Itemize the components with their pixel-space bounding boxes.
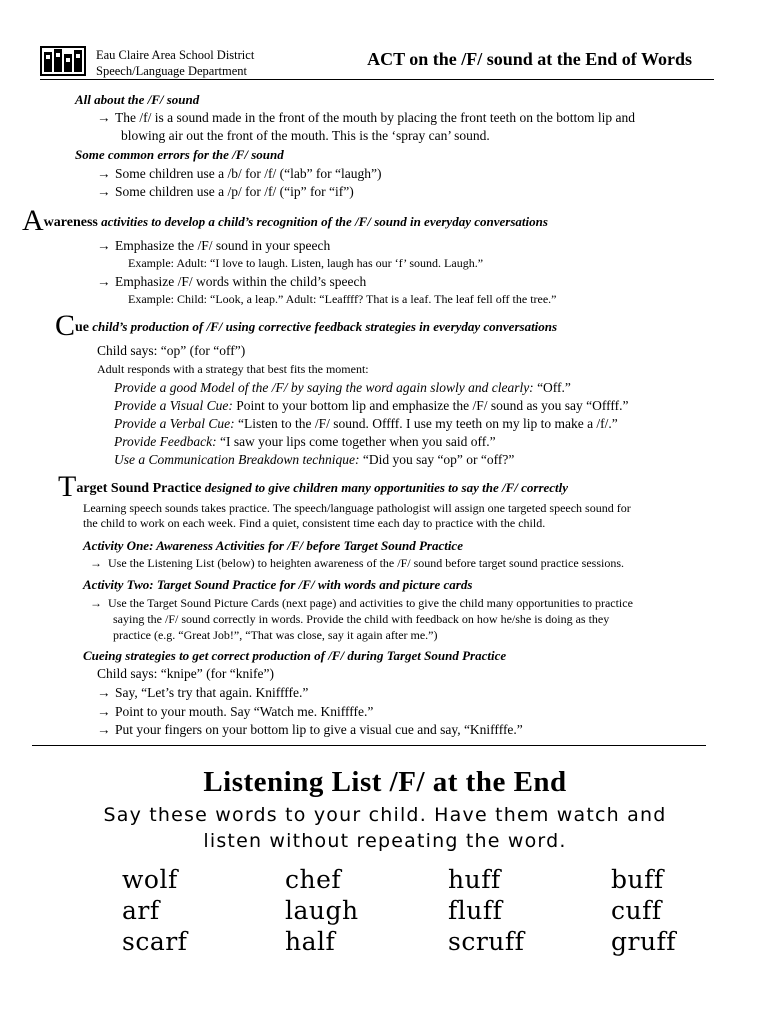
strategy-text: Point to your bottom lip and emphasize the /F/ sound as you say “Offff.” [232,398,629,413]
arrow-icon: → [97,110,111,125]
list-word: gruff [611,927,677,956]
target-intro-2: the child to work on each week. Find a quiet, consistent time each day to practice with the child. [83,516,546,530]
cue-strategy-1 [114,380,571,396]
cueing-item-3 [97,722,523,738]
awareness-heading [22,206,548,236]
awareness-desc: activities to develop a child’s recognition of the /F/ sound in everyday conversations [97,214,548,229]
awareness-letter: A [22,204,44,237]
cue-strategy-2 [114,398,628,414]
cueing-item-1-text: Say, “Let’s try that again. Kniffffe.” [115,685,309,700]
strategy-text: “Did you say “op” or “off?” [359,452,515,467]
cue-adult-responds: Adult responds with a strategy that best fits the moment: [97,362,369,376]
cue-letter: C [55,309,76,342]
awareness-item-2-text: Emphasize /F/ words within the child’s speech [115,274,367,289]
cueing-item-1 [97,685,308,701]
awareness-example-1: Example: Adult: “I love to laugh. Listen, laugh has our ‘f’ sound. Laugh.” [128,256,484,270]
about-line-1 [97,110,635,126]
awareness-word: wareness [43,215,98,230]
document-title: ACT on the /F/ sound at the End of Words [367,49,692,69]
arrow-icon: → [97,722,111,737]
activity-two-line-2: saying the /F/ sound correctly in words. Provide the child with feedback on how he/she is doing as they [113,612,610,626]
awareness-item-1-text: Emphasize the /F/ sound in your speech [115,238,331,253]
arrow-icon: → [90,556,102,570]
page-header [40,44,714,80]
strategy-label: Use a Communication Breakdown technique: [114,452,360,467]
strategy-label: Provide a good Model of the /F/ by saying the word again slowly and clearly: [114,380,534,395]
listening-instruction-2: listen without repeating the word. [203,830,567,852]
awareness-item-1 [97,238,330,254]
list-word: laugh [285,896,359,925]
cue-heading [55,311,557,341]
district-line-1: Eau Claire Area School District [96,48,255,62]
error-item-1 [97,166,382,182]
error-text-1: Some children use a /b/ for /f/ (“lab” for “laugh”) [115,166,382,181]
cueing-child-says: Child says: “knipe” (for “knife”) [97,666,274,681]
cue-word: ue [75,320,90,335]
activity-one-item [90,556,624,570]
cue-desc: child’s production of /F/ using corrective feedback strategies in everyday conversations [89,319,558,334]
district-logo-icon [40,46,86,76]
target-word: arget Sound Practice [76,481,202,496]
list-word: half [285,927,336,956]
list-word: wolf [122,865,178,894]
about-line-2: blowing air out the front of the mouth. This is the ‘spray can’ sound. [121,128,490,143]
list-word: scarf [122,927,188,956]
about-text-1: The /f/ is a sound made in the front of the mouth by placing the front teeth on the bottom lip and [115,110,636,125]
list-word: scruff [448,927,525,956]
arrow-icon: → [97,274,111,289]
strategy-text: “I saw your lips come together when you said off.” [216,434,496,449]
word-list [122,866,722,955]
cueing-item-3-text: Put your fingers on your bottom lip to give a visual cue and say, “Kniffffe.” [115,722,523,737]
about-heading: All about the /F/ sound [75,92,200,107]
list-word: chef [285,865,342,894]
list-word: huff [448,865,501,894]
listening-list-title: Listening List /F/ at the End [203,766,567,798]
strategy-label: Provide a Visual Cue: [114,398,233,413]
target-desc: designed to give children many opportunities to say the /F/ correctly [201,480,569,495]
district-line-2: Speech/Language Department [96,64,247,78]
cueing-item-2 [97,704,373,720]
cueing-item-2-text: Point to your mouth. Say “Watch me. Kniffffe.” [115,704,374,719]
errors-heading: Some common errors for the /F/ sound [75,147,284,162]
district-name [96,47,254,79]
strategy-text: “Off.” [533,380,571,395]
target-letter: T [58,470,77,503]
listening-instruction-1: Say these words to your child. Have them watch and [103,804,667,826]
activity-one-heading: Activity One: Awareness Activities for /F/ before Target Sound Practice [83,538,463,553]
error-item-2 [97,184,354,200]
cue-strategy-5 [114,452,514,468]
strategy-label: Provide a Verbal Cue: [114,416,235,431]
target-intro-1: Learning speech sounds takes practice. The speech/language pathologist will assign one targeted speech sound for [83,501,631,515]
list-word: buff [611,865,664,894]
arrow-icon: → [97,685,111,700]
list-word: fluff [448,896,503,925]
arrow-icon: → [97,704,111,719]
activity-two-line-1 [90,596,633,610]
activity-two-text-1: Use the Target Sound Picture Cards (next page) and activities to give the child many opportunities to practice [108,596,633,610]
awareness-item-2 [97,274,366,290]
cueing-heading: Cueing strategies to get correct production of /F/ during Target Sound Practice [83,648,507,663]
strategy-text: “Listen to the /F/ sound. Offff. I use my teeth on my lip to make a /f/.” [234,416,618,431]
cue-child-says: Child says: “op” (for “off”) [97,343,246,358]
arrow-icon: → [97,184,111,199]
error-text-2: Some children use a /p/ for /f/ (“ip” for “if”) [115,184,354,199]
arrow-icon: → [90,596,102,610]
list-word: cuff [611,896,662,925]
strategy-label: Provide Feedback: [114,434,217,449]
arrow-icon: → [97,166,111,181]
awareness-example-2: Example: Child: “Look, a leap.” Adult: “Leaffff? That is a leaf. The leaf fell off the tree.” [128,292,557,306]
arrow-icon: → [97,238,111,253]
list-word: arf [122,896,160,925]
section-divider [32,745,706,746]
activity-two-line-3: practice (e.g. “Great Job!”, “That was close, say it again after me.”) [113,628,438,642]
cue-strategy-3 [114,416,618,432]
activity-one-text: Use the Listening List (below) to heighten awareness of the /F/ sound before target sound practice sessions. [108,556,624,570]
cue-strategy-4 [114,434,496,450]
activity-two-heading: Activity Two: Target Sound Practice for /F/ with words and picture cards [83,577,473,592]
target-heading [58,472,568,502]
